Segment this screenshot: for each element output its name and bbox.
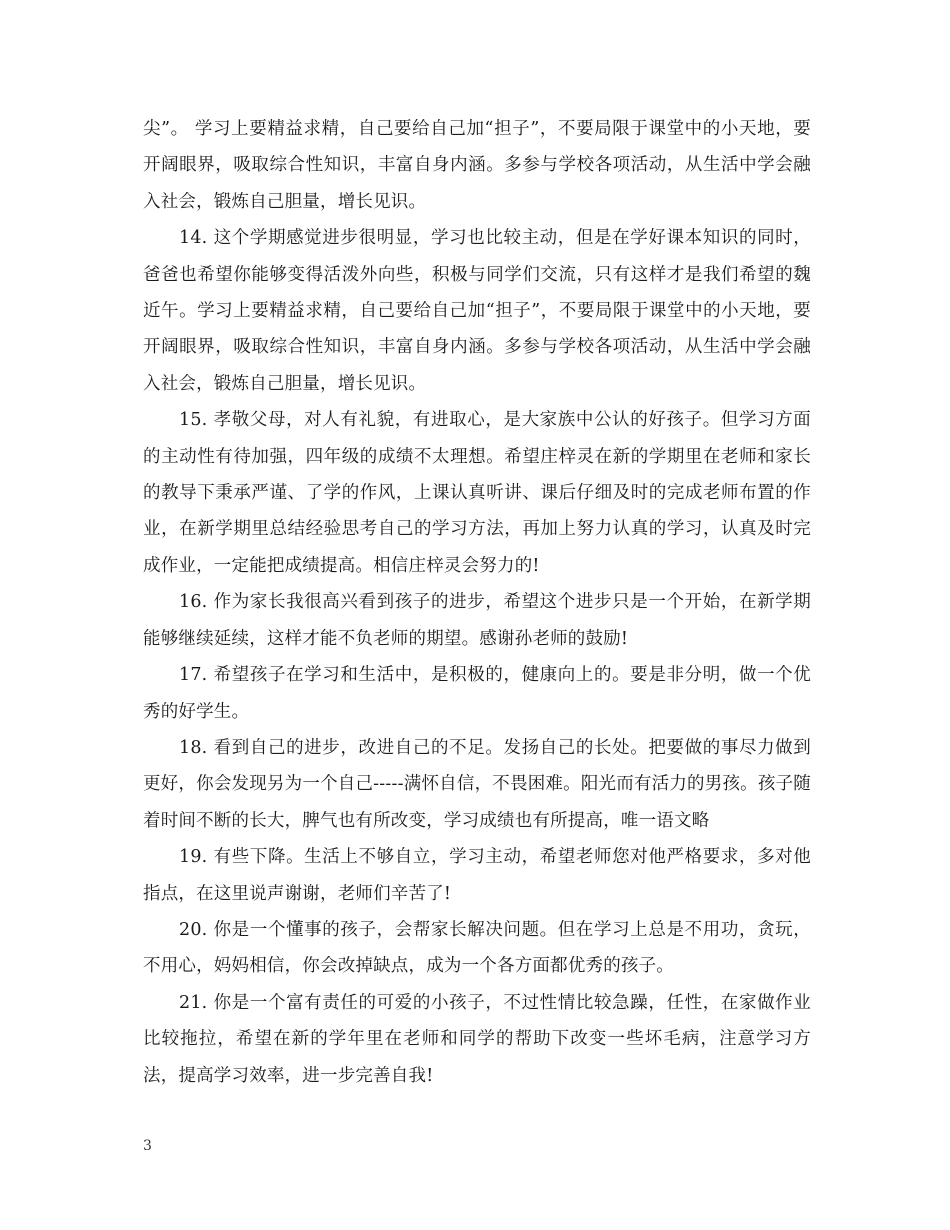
paragraph-item-17: 17. 希望孩子在学习和生活中，是积极的，健康向上的。要是非分明，做一个优秀的好学生。 (143, 665, 811, 722)
document-body (143, 111, 811, 1094)
page-number: 3 (143, 1138, 152, 1154)
paragraph-item-15: 15. 孝敬父母，对人有礼貌，有进取心，是大家族中公认的好孩子。但学习方面的主动性有待加强，四年级的成绩不太理想。希望庄梓灵在新的学期里在老师和家长的教导下秉承严谨、了学的作风，上课认真听讲、课后仔细及时的完成老师布置的作业，在新学期里总结经验思考自己的学习方法，再加上努力认真的学习，认真及时完成作业，一定能把成绩提高。相信庄梓灵会努力的! (143, 410, 811, 576)
paragraph-item-14: 14. 这个学期感觉进步很明显，学习也比较主动，但是在学好课本知识的同时，爸爸也希望你能够变得活泼外向些，积极与同学们交流，只有这样才是我们希望的魏近午。学习上要精益求精，自己要给自己加“担子”，不要局限于课堂中的小天地，要开阔眼界，吸取综合性知识，丰富自身内涵。多参与学校各项活动，从生活中学会融入社会，锻炼自己胆量，增长见识。 (143, 228, 811, 394)
paragraph-item-18: 18. 看到自己的进步，改进自己的不足。发扬自己的长处。把要做的事尽力做到更好，你会发现另为一个自己-----满怀自信，不畏困难。阳光而有活力的男孩。孩子随着时间不断的长大，脾气也有所改变，学习成绩也有所提高，唯一语文略 (143, 737, 811, 831)
paragraph-item-19: 19. 有些下降。生活上不够自立，学习主动，希望老师您对他严格要求，多对他指点，在这里说声谢谢，老师们辛苦了! (143, 847, 811, 904)
paragraph-item-20: 20. 你是一个懂事的孩子，会帮家长解决问题。但在学习上总是不用功，贪玩，不用心，妈妈相信，你会改掉缺点，成为一个各方面都优秀的孩子。 (143, 919, 811, 977)
paragraph-item-21: 21. 你是一个富有责任的可爱的小孩子，不过性情比较急躁，任性，在家做作业比较拖拉，希望在新的学年里在老师和同学的帮助下改变一些坏毛病，注意学习方法，提高学习效率，进一步完善自我! (143, 992, 811, 1086)
paragraph-continuation: 尖”。 学习上要精益求精，自己要给自己加“担子”，不要局限于课堂中的小天地，要开阔眼界，吸取综合性知识，丰富自身内涵。多参与学校各项活动，从生活中学会融入社会，锻炼自己胆量，增长见识。 (143, 119, 811, 212)
paragraph-item-16: 16. 作为家长我很高兴看到孩子的进步，希望这个进步只是一个开始，在新学期能够继续延续，这样才能不负老师的期望。感谢孙老师的鼓励! (143, 592, 811, 649)
